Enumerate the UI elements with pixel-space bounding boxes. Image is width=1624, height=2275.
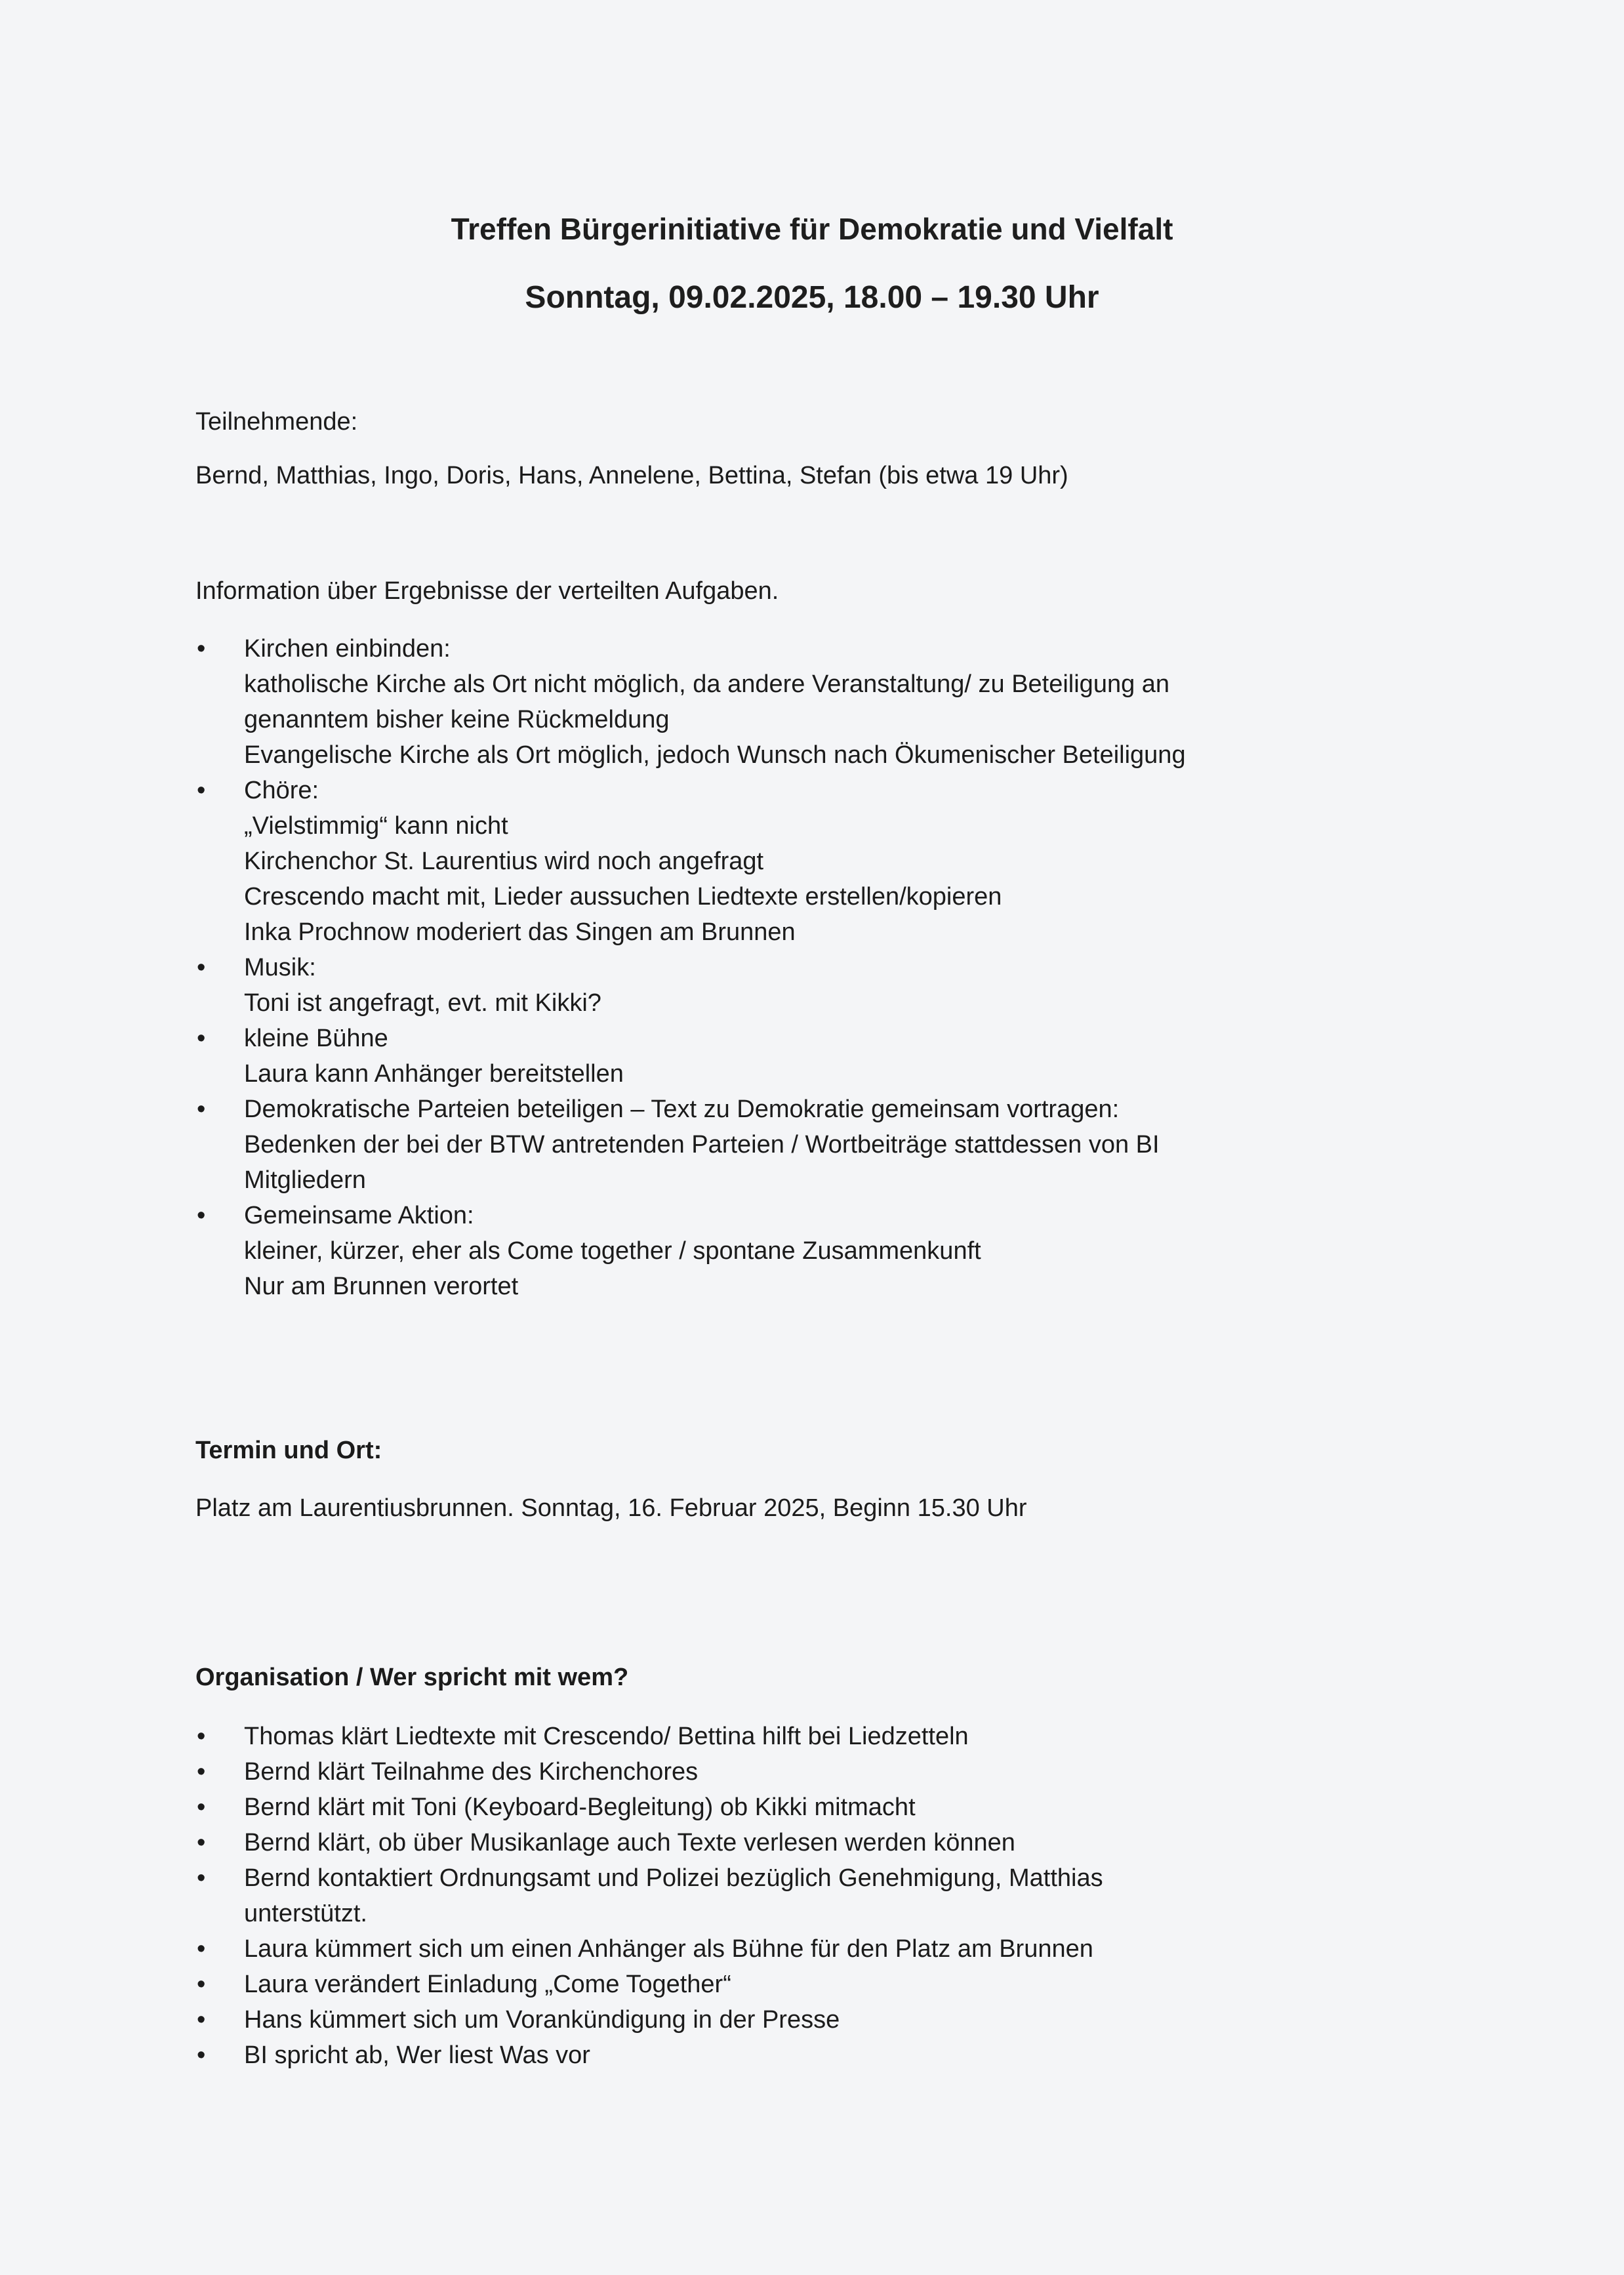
info-list [195, 631, 1186, 1304]
organisation-list-item [195, 2038, 1103, 2073]
organisation-item-line: • Bernd klärt, ob über Musikanlage auch Texte verlesen werden können [244, 1829, 1015, 1856]
organisation-list-item [195, 1754, 1103, 1790]
organisation-item-line: • Bernd klärt Teilnahme des Kirchenchores [244, 1758, 699, 1786]
info-item-heading: • Kirchen einbinden: [244, 635, 451, 663]
info-item-line: Laura kann Anhänger bereitstellen [244, 1060, 624, 1088]
participants-names: Bernd, Matthias, Ingo, Doris, Hans, Annelene, Bettina, Stefan (bis etwa 19 Uhr) [195, 462, 1068, 489]
organisation-item-line: • Bernd kontaktiert Ordnungsamt und Polizei bezüglich Genehmigung, Matthias [244, 1864, 1103, 1892]
info-item-heading: • Chöre: [244, 777, 319, 804]
organisation-item-line: • Bernd klärt mit Toni (Keyboard-Begleitung) ob Kikki mitmacht [244, 1793, 916, 1821]
organisation-list-item [195, 1967, 1103, 2002]
meeting-date: Sonntag, 09.02.2025, 18.00 – 19.30 Uhr [525, 280, 1099, 315]
info-list-item [195, 1021, 1186, 1092]
organisation-list-item [195, 1860, 1103, 1931]
info-item-line: Mitgliedern [244, 1166, 366, 1194]
termin-text: Platz am Laurentiusbrunnen. Sonntag, 16. Februar 2025, Beginn 15.30 Uhr [195, 1494, 1027, 1522]
organisation-list-item [195, 1719, 1103, 1754]
info-item-line: Crescendo macht mit, Lieder aussuchen Liedtexte erstellen/kopieren [244, 883, 1002, 911]
info-item-line: Inka Prochnow moderiert das Singen am Brunnen [244, 918, 796, 946]
organisation-item-line: • Hans kümmert sich um Vorankündigung in der Presse [244, 2006, 840, 2034]
organisation-list [195, 1719, 1103, 2073]
info-list-item [195, 950, 1186, 1021]
info-item-line: katholische Kirche als Ort nicht möglich, da andere Veranstaltung/ zu Beteiligung an [244, 670, 1170, 698]
participants-label: Teilnehmende: [195, 408, 358, 436]
info-item-heading: • Musik: [244, 954, 316, 981]
organisation-list-item [195, 1790, 1103, 1825]
organisation-list-item [195, 2002, 1103, 2038]
info-item-line: „Vielstimmig“ kann nicht [244, 812, 508, 840]
info-item-line: Kirchenchor St. Laurentius wird noch angefragt [244, 848, 764, 875]
info-list-item [195, 631, 1186, 773]
organisation-item-line: • Thomas klärt Liedtexte mit Crescendo/ Bettina hilft bei Liedzetteln [244, 1723, 969, 1750]
document-title: Treffen Bürgerinitiative für Demokratie und Vielfalt [451, 212, 1173, 246]
organisation-heading: Organisation / Wer spricht mit wem? [195, 1664, 629, 1691]
info-list-item [195, 1092, 1186, 1198]
organisation-item-line: • BI spricht ab, Wer liest Was vor [244, 2041, 590, 2069]
info-item-line: kleiner, kürzer, eher als Come together / spontane Zusammenkunft [244, 1237, 981, 1265]
info-item-line: Toni ist angefragt, evt. mit Kikki? [244, 989, 601, 1017]
info-item-line: Nur am Brunnen verortet [244, 1273, 519, 1300]
info-item-heading: • kleine Bühne [244, 1025, 388, 1052]
info-intro: Information über Ergebnisse der verteilten Aufgaben. [195, 577, 779, 605]
organisation-list-item [195, 1825, 1103, 1860]
info-item-heading: • Gemeinsame Aktion: [244, 1202, 474, 1229]
info-item-line: genanntem bisher keine Rückmeldung [244, 706, 670, 733]
info-item-line: Bedenken der bei der BTW antretenden Parteien / Wortbeiträge stattdessen von BI [244, 1131, 1160, 1158]
termin-heading: Termin und Ort: [195, 1437, 382, 1464]
info-item-heading: • Demokratische Parteien beteiligen – Text zu Demokratie gemeinsam vortragen: [244, 1096, 1120, 1123]
organisation-item-line: • Laura verändert Einladung „Come Together“ [244, 1971, 731, 1998]
organisation-list-item [195, 1931, 1103, 1967]
info-list-item [195, 1198, 1186, 1304]
info-item-line: Evangelische Kirche als Ort möglich, jedoch Wunsch nach Ökumenischer Beteiligung [244, 741, 1186, 769]
organisation-item-line: unterstützt. [244, 1900, 367, 1927]
organisation-item-line: • Laura kümmert sich um einen Anhänger als Bühne für den Platz am Brunnen [244, 1935, 1093, 1963]
info-list-item [195, 773, 1186, 950]
